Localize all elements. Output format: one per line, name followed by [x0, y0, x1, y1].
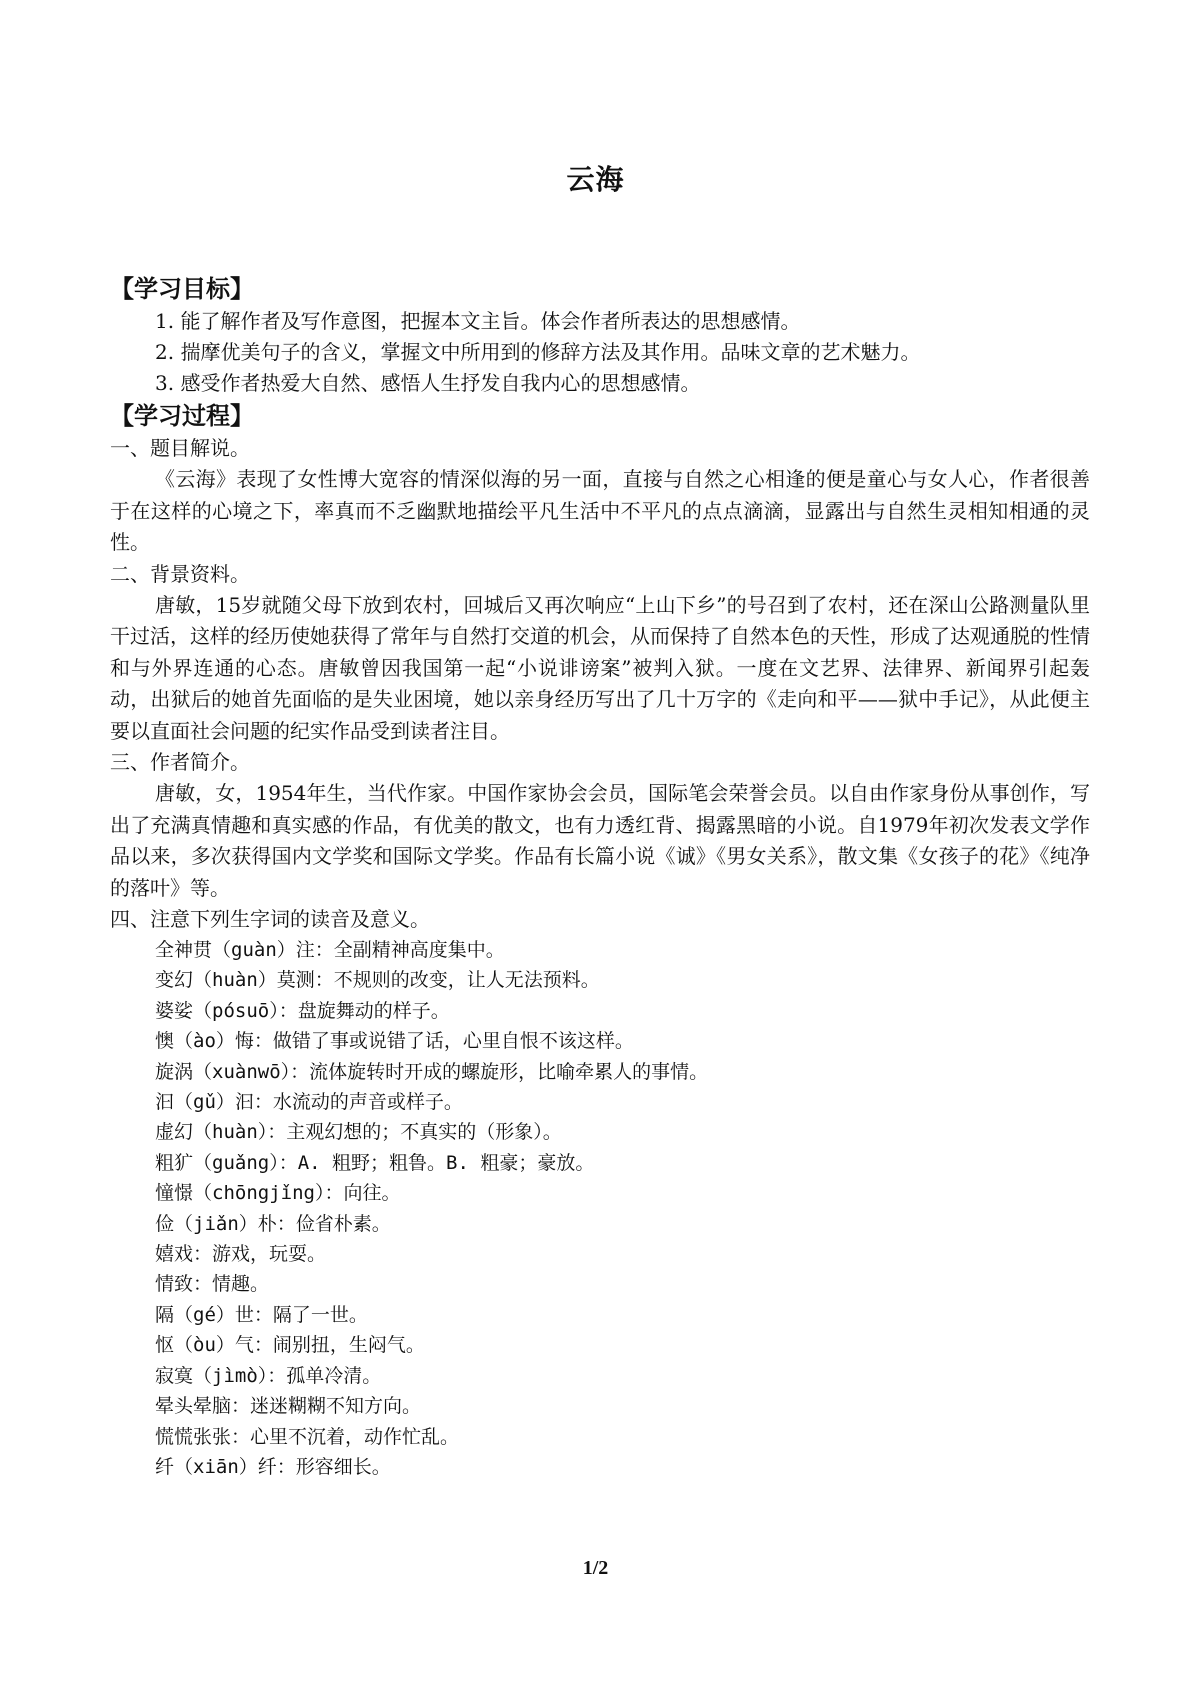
vocab-item: 全神贯（guàn）注：全副精神高度集中。: [155, 939, 505, 961]
vocab-item: 寂寞（jìmò）：孤单冷清。: [155, 1364, 382, 1387]
vocab-item: 隔（gé）世：隔了一世。: [155, 1303, 368, 1326]
goal-item: 1. 能了解作者及写作意图，把握本文主旨。体会作者所表达的思想感情。: [155, 309, 801, 333]
goal-item: 2. 揣摩优美句子的含义，掌握文中所用到的修辞方法及其作用。品味文章的艺术魅力。: [155, 340, 921, 364]
part1-paragraph: 《云海》表现了女性博大宽容的情深似海的另一面，直接与自然之心相逢的便是童心与女人心，作者很善于在这样的心境之下，率真而不乏幽默地描绘平凡生活中不平凡的点点滴滴，显露出与自然生灵相知相通的灵性。: [110, 467, 1090, 554]
vocab-item: 俭（jiǎn）朴：俭省朴素。: [155, 1212, 391, 1235]
vocab-list: [110, 935, 1090, 1482]
part2-paragraph: 唐敏，15岁就随父母下放到农村，回城后又再次响应“上山下乡”的号召到了农村，还在深山公路测量队里干过活，这样的经历使她获得了常年与自然打交道的机会，从而保持了自然本色的天性，形成了达观通脱的性情和与外界连通的心态。唐敏曾因我国第一起“小说诽谤案”被判入狱。一度在文艺界、法律界、新闻界引起轰动，出狱后的她首先面临的是失业困境，她以亲身经历写出了几十万字的《走向和平——狱中手记》，从此便主要以直面社会问题的纪实作品受到读者注目。: [110, 592, 1090, 743]
vocab-item: 慌慌张张：心里不沉着，动作忙乱。: [155, 1425, 460, 1448]
vocab-item: 情致：情趣。: [155, 1273, 270, 1296]
vocab-item: 虚幻（huàn）：主观幻想的；不真实的（形象）。: [155, 1121, 562, 1144]
vocab-item: 纤（xiān）纤：形容细长。: [155, 1455, 391, 1478]
vocab-item: 粗犷（guǎng）：A. 粗野；粗鲁。B. 粗豪；豪放。: [155, 1151, 595, 1174]
part1-heading: 一、题目解说。: [110, 436, 250, 460]
vocab-item: 憧憬（chōngjǐng）：向往。: [155, 1182, 401, 1205]
vocab-item: 婆娑（pósuō）：盘旋舞动的样子。: [155, 999, 450, 1022]
document-body: [110, 272, 1090, 1482]
page-title: 云海: [566, 163, 625, 196]
part3-heading: 三、作者简介。: [110, 750, 250, 774]
process-heading: 【学习过程】: [110, 402, 254, 430]
vocab-item: 嬉戏：游戏，玩耍。: [155, 1243, 327, 1266]
page-number: 1/2: [582, 1557, 609, 1579]
vocab-item: 懊（ào）悔：做错了事或说错了话，心里自恨不该这样。: [155, 1030, 634, 1053]
vocab-item: 晕头晕脑：迷迷糊糊不知方向。: [155, 1395, 422, 1418]
part4-heading: 四、注意下列生字词的读音及意义。: [110, 907, 430, 931]
vocab-item: 汩（gǔ）汩：水流动的声音或样子。: [155, 1091, 463, 1114]
vocab-item: 怄（òu）气：闹别扭，生闷气。: [155, 1334, 425, 1357]
part3-paragraph: 唐敏，女，1954年生，当代作家。中国作家协会会员，国际笔会荣誉会员。以自由作家身份从事创作，写出了充满真情趣和真实感的作品，有优美的散文，也有力透红背、揭露黑暗的小说。自1979年初次发表文学作品以来，多次获得国内文学奖和国际文学奖。作品有长篇小说《诚》《男女关系》，散文集《女孩子的花》《纯净的落叶》等。: [110, 781, 1090, 900]
vocab-item: 变幻（huàn）莫测：不规则的改变，让人无法预料。: [155, 969, 600, 992]
vocab-item: 旋涡（xuànwō）：流体旋转时开成的螺旋形，比喻牵累人的事情。: [155, 1060, 709, 1083]
goals-heading: 【学习目标】: [110, 275, 254, 303]
goal-item: 3. 感受作者热爱大自然、感悟人生抒发自我内心的思想感情。: [155, 371, 701, 395]
part2-heading: 二、背景资料。: [110, 561, 250, 586]
